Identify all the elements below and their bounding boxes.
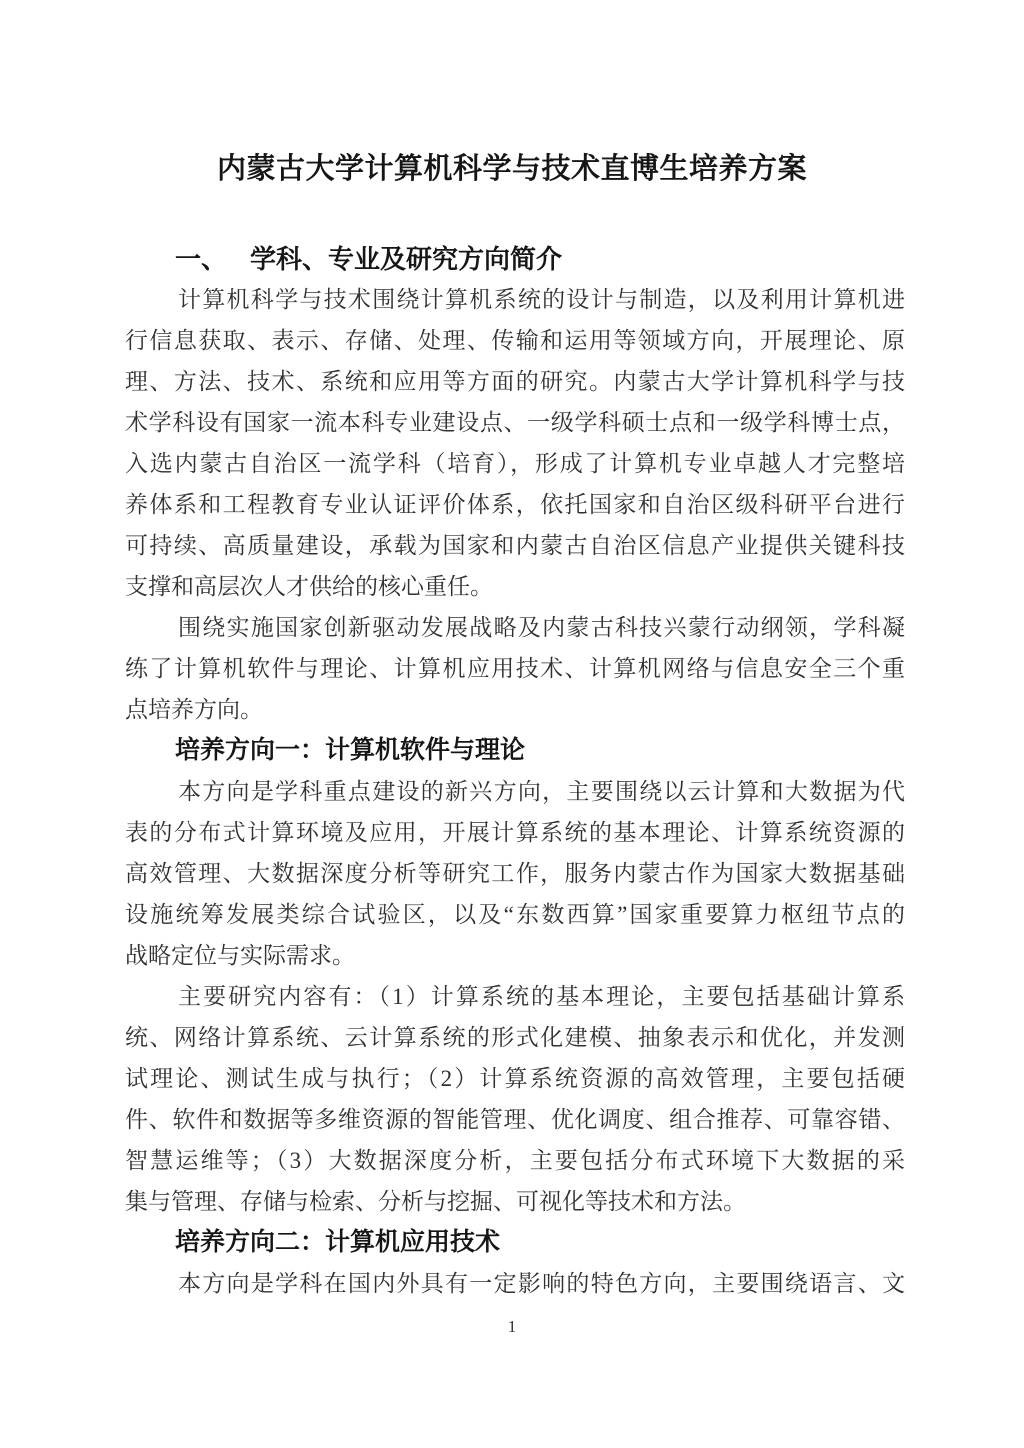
- body-line: 支撑和高层次人才供给的核心重任。: [125, 574, 493, 599]
- body-line: 术学科设有国家一流本科专业建设点、一级学科硕士点和一级学科博士点，: [125, 410, 905, 435]
- subheading-direction-1: 培养方向一：计算机软件与理论: [175, 736, 526, 764]
- page-number: 1: [507, 1317, 517, 1336]
- body-line: 试理论、测试生成与执行；（2）计算系统资源的高效管理，主要包括硬: [125, 1066, 905, 1091]
- body-line: 理、方法、技术、系统和应用等方面的研究。内蒙古大学计算机科学与技: [125, 369, 905, 394]
- body-line: 可持续、高质量建设，承载为国家和内蒙古自治区信息产业提供关键科技: [125, 533, 905, 558]
- body-line: 点培养方向。: [125, 697, 263, 722]
- body-line: 集与管理、存储与检索、分析与挖掘、可视化等技术和方法。: [125, 1189, 746, 1214]
- body-line: 计算机科学与技术围绕计算机系统的设计与制造，以及利用计算机进: [178, 287, 905, 312]
- body-line: 设施统筹发展类综合试验区，以及“东数西算”国家重要算力枢纽节点的: [125, 902, 905, 927]
- body-line: 统、网络计算系统、云计算系统的形式化建模、抽象表示和优化，并发测: [125, 1025, 905, 1050]
- body-line: 行信息获取、表示、存储、处理、传输和运用等领域方向，开展理论、原: [125, 328, 905, 353]
- section-number: 一、: [175, 244, 228, 274]
- body-line: 高效管理、大数据深度分析等研究工作，服务内蒙古作为国家大数据基础: [125, 861, 905, 886]
- body-line: 件、软件和数据等多维资源的智能管理、优化调度、组合推荐、可靠容错、: [125, 1107, 905, 1132]
- body-line: 围绕实施国家创新驱动发展战略及内蒙古科技兴蒙行动纲领，学科凝: [178, 615, 905, 640]
- body-line: 战略定位与实际需求。: [125, 943, 355, 968]
- section-heading: [125, 240, 905, 279]
- body-line: 入选内蒙古自治区一流学科（培育），形成了计算机专业卓越人才完整培: [125, 451, 905, 476]
- section-title: 学科、专业及研究方向简介: [250, 244, 563, 274]
- body-line: 智慧运维等；（3）大数据深度分析，主要包括分布式环境下大数据的采: [125, 1148, 905, 1173]
- body-line: 主要研究内容有：（1）计算系统的基本理论，主要包括基础计算系: [178, 984, 905, 1009]
- body-line: 练了计算机软件与理论、计算机应用技术、计算机网络与信息安全三个重: [125, 656, 905, 681]
- body-line: 表的分布式计算环境及应用，开展计算系统的基本理论、计算系统资源的: [125, 820, 905, 845]
- body-line: 养体系和工程教育专业认证评价体系，依托国家和自治区级科研平台进行: [125, 492, 905, 517]
- document-title: 内蒙古大学计算机科学与技术直博生培养方案: [216, 153, 807, 185]
- document-body: [125, 240, 905, 1304]
- body-line: 本方向是学科在国内外具有一定影响的特色方向，主要围绕语言、文: [178, 1271, 905, 1296]
- body-line: 本方向是学科重点建设的新兴方向，主要围绕以云计算和大数据为代: [178, 779, 905, 804]
- subheading-direction-2: 培养方向二：计算机应用技术: [175, 1228, 501, 1256]
